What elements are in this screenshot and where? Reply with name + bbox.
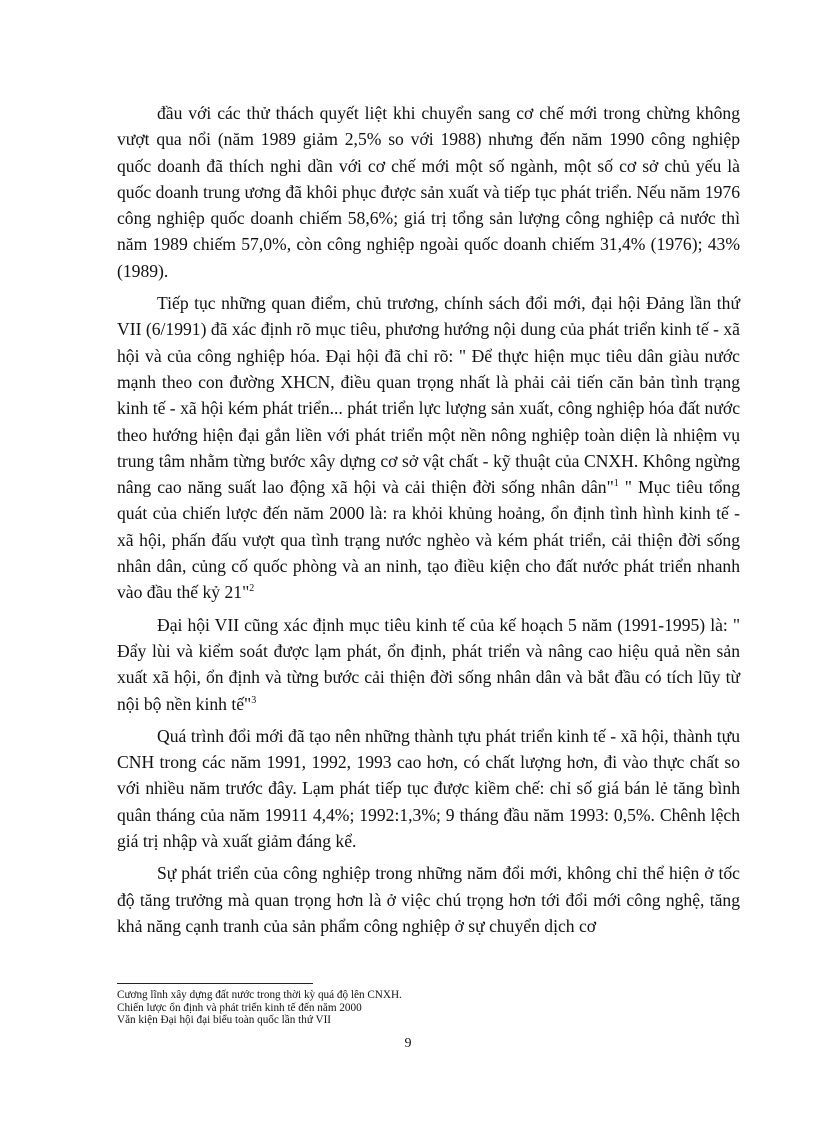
- body-text: [117, 100, 740, 945]
- paragraph-1-text: đầu với các thử thách quyết liệt khi chuyển sang cơ chế mới trong chừng không vượt qua nổi (năm 1989 giảm 2,5% so với 1988) nhưng đến năm 1990 công nghiệp quốc doanh đã thích nghi dần với cơ chế mới một số ngành, một số cơ sở chủ yếu là quốc doanh trung ương đã khôi phục được sản xuất và tiếp tục phát triển. Nếu năm 1976 công nghiệp quốc doanh chiếm 58,6%; giá trị tổng sản lượng công nghiệp cả nước thì năm 1989 chiếm 57,0%, còn công nghiệp ngoài quốc doanh chiếm 31,4% (1976); 43% (1989).: [117, 103, 741, 281]
- footnote-3: Văn kiện Đại hội đại biểu toàn quốc lần thứ VII: [117, 1014, 332, 1027]
- footnote-ref-1: 1: [613, 478, 619, 490]
- paragraph-3: [117, 612, 740, 717]
- paragraph-3-text: Đại hội VII cũng xác định mục tiêu kinh tế của kế hoạch 5 năm (1991-1995) là: " Đẩy lùi và kiểm soát được lạm phát, ổn định, phát triển và nâng cao hiệu quả nền sản xuất xã hội, ổn định và từng bước cải thiện đời sống nhân dân và bắt đầu có tích lũy từ nội bộ nền kinh tế": [117, 614, 740, 714]
- paragraph-2-text-a: Tiếp tục những quan điểm, chủ trương, chính sách đổi mới, đại hội Đảng lần thứ VII (6/1991) đã xác định rõ mục tiêu, phương hướng nội dung của phát triển kinh tế - xã hội và của công nghiệp hóa. Đại hội đã chỉ rõ: " Để thực hiện mục tiêu dân giàu nước mạnh theo con đường XHCN, điều quan trọng nhất là phải cải tiến căn bản tình trạng kinh tế - xã hội kém phát triển... phát triển lực lượng sản xuất, công nghiệp hóa đất nước theo hướng hiện đại gắn liền với phát triển một nền nông nghiệp toàn diện là nhiệm vụ trung tâm nhằm từng bước xây dựng cơ sở vật chất - kỹ thuật của CNXH. Không ngừng nâng cao năng suất lao động xã hội và cải thiện đời sống nhân dân": [117, 293, 740, 498]
- footnote-ref-2: 2: [249, 583, 255, 595]
- paragraph-2: [117, 290, 740, 606]
- footnote-ref-3: 3: [251, 694, 257, 706]
- paragraph-4: [117, 723, 740, 854]
- paragraph-2-text-b: " Mục tiêu tổng quát của chiến lược đến năm 2000 là: ra khỏi khủng hoảng, ổn định tình hình kinh tế - xã hội, phấn đấu vượt qua tình trạng nước nghèo và kém phát triển, cải thiện đời sống nhân dân, củng cố quốc phòng và an ninh, tạo điều kiện cho đất nước phát triển nhanh vào đầu thế kỷ 21": [117, 477, 740, 603]
- paragraph-4-text: Quá trình đổi mới đã tạo nên những thành tựu phát triển kinh tế - xã hội, thành tựu CNH trong các năm 1991, 1992, 1993 cao hơn, có chất lượng hơn, đi vào thực chất so với nhiều năm trước đây. Lạm phát tiếp tục được kiềm chế: chỉ số giá bán lẻ tăng bình quân tháng của năm 19911 4,4%; 1992:1,3%; 9 tháng đầu năm 1993: 0,5%. Chênh lệch giá trị nhập và xuất giảm đáng kể.: [117, 725, 740, 852]
- footnote-2: Chiến lược ổn định và phát triển kinh tế đến năm 2000: [117, 1001, 362, 1014]
- page-number: 9: [404, 1036, 412, 1051]
- paragraph-5: [117, 860, 740, 939]
- footnote-1: Cương lĩnh xây dựng đất nước trong thời kỳ quá độ lên CNXH.: [117, 989, 402, 1001]
- paragraph-1: [117, 100, 740, 284]
- paragraph-5-text: Sự phát triển của công nghiệp trong những năm đổi mới, không chỉ thể hiện ở tốc độ tăng trưởng mà quan trọng hơn là ở việc chú trọng hơn tới đổi mới công nghệ, tăng khả năng cạnh tranh của sản phẩm công nghiệp ở sự chuyển dịch cơ: [117, 863, 740, 936]
- footnote-separator: [117, 983, 313, 984]
- footnotes: [117, 989, 637, 1027]
